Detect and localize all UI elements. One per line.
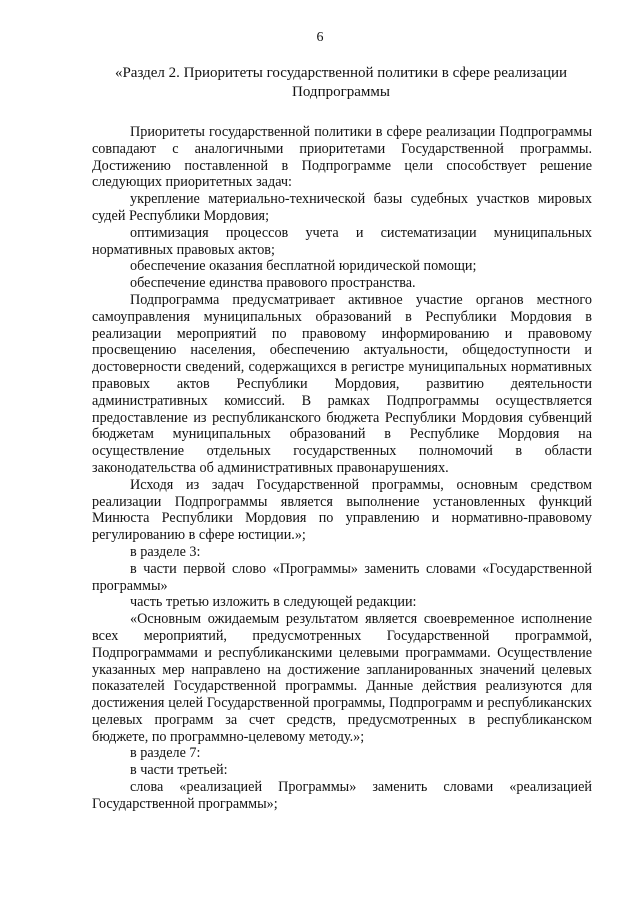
paragraph: в части третьей: (130, 762, 228, 779)
section-heading: «Раздел 2. Приоритеты государственной политики в сфере реализации Подпрограммы (114, 65, 568, 100)
body-text (92, 124, 592, 813)
paragraph: Подпрограмма предусматривает активное участие органов местного самоуправления муниципальных образований в Республики Мордовия в реализации мероприятий по правовому информированию и правовому просвещению населения, обеспечению актуальности, общедоступности и достоверности сведений, содержащихся в регистре муниципальных нормативных правовых актов Республики Мордовия, развитию деятельности административных комиссий. В рамках Подпрограммы осуществляется предоставление из республиканского бюджета Республики Мордовия субвенций бюджетам муниципальных образований в Республике Мордовия на осуществление отдельных государственных полномочий в области законодательства об административных правонарушениях. (92, 291, 592, 476)
paragraph: Исходя из задач Государственной программы, основным средством реализации Подпрограммы является выполнение установленных функций Минюста Республики Мордовия по управлению и нормативно-правовому регулированию в сфере юстиции.»; (92, 476, 592, 544)
paragraph: укрепление материально-технической базы судебных участков мировых судей Республики Мордовия; (92, 191, 592, 224)
paragraph: часть третью изложить в следующей редакции: (130, 594, 417, 611)
paragraph: в части первой слово «Программы» заменить словами «Государственной программы» (92, 560, 592, 594)
page-number: 6 (316, 30, 324, 45)
paragraph: обеспечение единства правового пространства. (130, 275, 416, 292)
paragraph: в разделе 3: (130, 543, 201, 560)
paragraph: в разделе 7: (130, 745, 201, 762)
paragraph: обеспечение оказания бесплатной юридической помощи; (130, 258, 477, 275)
paragraph: Приоритеты государственной политики в сфере реализации Подпрограммы совпадают с аналогичными приоритетами Государственной программы. Достижению поставленной в Подпрограмме цели способствует решение следующих приоритетных задач: (92, 124, 592, 191)
paragraph: «Основным ожидаемым результатом является своевременное исполнение всех мероприятий, предусмотренных Государственной программой, Подпрограммами и республиканскими целевыми программами. Осуществление указанных мер направлено на достижение запланированных значений целевых показателей Государственной программы. Данные действия реализуются для достижения целей Государственной программы, Подпрограмм и республиканских целевых программ за счет средств, предусмотренных в республиканском бюджете, по программно-целевому методу.»; (92, 611, 592, 745)
paragraph: оптимизация процессов учета и систематизации муниципальных нормативных правовых актов; (92, 224, 592, 258)
paragraph: слова «реализацией Программы» заменить словами «реализацией Государственной программы»; (92, 779, 592, 812)
